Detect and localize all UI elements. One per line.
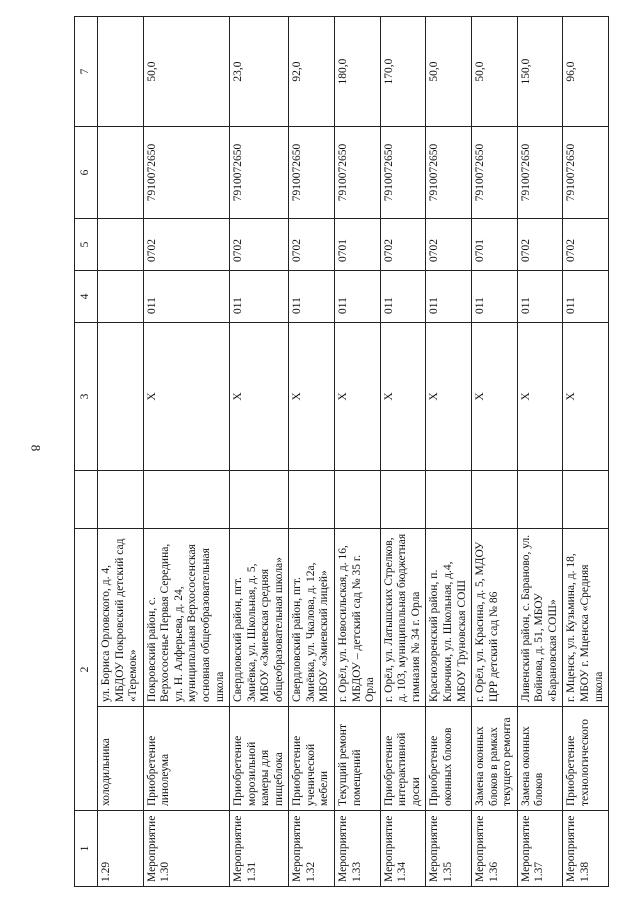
row-name-cell: Приобретение линолеума [143, 707, 229, 811]
row-name-cell: Приобретение морозильной камеры для пищеблока [230, 707, 289, 811]
row-name-cell: Приобретение оконных блоков [426, 707, 472, 811]
row-name-cell: Приобретение технологического [563, 707, 609, 811]
header-col-4: 4 [75, 271, 98, 323]
row-col6-cell: 7910072650 [289, 127, 335, 219]
row-address-cell: г. Орёл, ул. Новосильская, д. 16, МБДОУ – детский сад № 35 г. Орла [335, 529, 381, 707]
row-number-cell: Мероприятие 1.37 [517, 811, 563, 887]
row-col6-cell [98, 127, 144, 219]
page-number: 8 [28, 444, 44, 452]
row-address-cell: г. Мценск, ул. Кузьмина, д. 18, МБОУ г. Мценска «Средняя школа [563, 529, 609, 707]
row-address-cell: г. Орёл, ул. Красина, д. 5, МДОУ ЦРР детский сад № 86 [472, 529, 518, 707]
row-blank-cell [98, 471, 144, 529]
table-row [426, 17, 472, 887]
row-col3-cell: X [517, 323, 563, 471]
row-number-cell: Мероприятие 1.38 [563, 811, 609, 887]
row-col5-cell [98, 219, 144, 271]
row-col4-cell: 011 [563, 271, 609, 323]
table-row [517, 17, 563, 887]
row-col7-cell: 50,0 [143, 17, 229, 127]
header-col-blank [75, 471, 98, 529]
row-blank-cell [472, 471, 518, 529]
header-row [75, 17, 98, 887]
row-col6-cell: 7910072650 [472, 127, 518, 219]
row-col6-cell: 7910072650 [335, 127, 381, 219]
row-name-cell: Текущий ремонт помещений [335, 707, 381, 811]
row-col3-cell: X [472, 323, 518, 471]
row-col5-cell: 0701 [335, 219, 381, 271]
row-col4-cell: 011 [335, 271, 381, 323]
table-row [563, 17, 609, 887]
row-col4-cell: 011 [230, 271, 289, 323]
row-address-cell: г. Орёл, ул. Латышских Стрелков, д. 103, муниципальная бюджетная гимназия № 34 г. Орла [380, 529, 426, 707]
row-name-cell: Замена оконных блоков [517, 707, 563, 811]
row-col7-cell: 170,0 [380, 17, 426, 127]
row-col5-cell: 0702 [563, 219, 609, 271]
row-col7-cell: 23,0 [230, 17, 289, 127]
row-col7-cell: 180,0 [335, 17, 381, 127]
row-col7-cell: 150,0 [517, 17, 563, 127]
row-col5-cell: 0702 [426, 219, 472, 271]
row-col4-cell: 011 [426, 271, 472, 323]
row-col4-cell: 011 [380, 271, 426, 323]
header-col-6: 6 [75, 127, 98, 219]
row-col6-cell: 7910072650 [563, 127, 609, 219]
header-col-5: 5 [75, 219, 98, 271]
table-row [380, 17, 426, 887]
row-blank-cell [380, 471, 426, 529]
row-name-cell: Приобретение ученической мебели [289, 707, 335, 811]
table-row [289, 17, 335, 887]
row-col7-cell [98, 17, 144, 127]
rotated-table-container [74, 17, 609, 887]
row-col4-cell: 011 [517, 271, 563, 323]
row-name-cell: Приобретение интерактивной доски [380, 707, 426, 811]
row-address-cell: Покровский район, с. Верхососенье Первая Середина, ул. Н. Алферьева, д. 24, муниципальная Верхососенская основная общеобразовательная школа [143, 529, 229, 707]
header-col-7: 7 [75, 17, 98, 127]
header-col-2: 2 [75, 529, 98, 811]
row-number-cell: Мероприятие 1.35 [426, 811, 472, 887]
table-row [230, 17, 289, 887]
row-col6-cell: 7910072650 [426, 127, 472, 219]
row-col3-cell: X [289, 323, 335, 471]
row-name-cell: холодильника [98, 707, 144, 811]
row-number-cell: Мероприятие 1.36 [472, 811, 518, 887]
row-col3-cell: X [380, 323, 426, 471]
row-number-cell: Мероприятие 1.32 [289, 811, 335, 887]
table-row [143, 17, 229, 887]
row-number-cell: 1.29 [98, 811, 144, 887]
row-col5-cell: 0702 [143, 219, 229, 271]
row-address-cell: Ливенский район, с. Бараново, ул. Войнова, д. 51, МБОУ «Барановская СОШ» [517, 529, 563, 707]
row-address-cell: Краснозоренский район, п. Ключики, ул. Школьная, д.4, МБОУ Труновская СОШ [426, 529, 472, 707]
row-col5-cell: 0701 [472, 219, 518, 271]
row-blank-cell [230, 471, 289, 529]
row-number-cell: Мероприятие 1.30 [143, 811, 229, 887]
row-blank-cell [335, 471, 381, 529]
row-number-cell: Мероприятие 1.34 [380, 811, 426, 887]
row-col7-cell: 50,0 [426, 17, 472, 127]
row-col3-cell: X [335, 323, 381, 471]
row-col5-cell: 0702 [380, 219, 426, 271]
row-col3-cell: X [563, 323, 609, 471]
row-col4-cell: 011 [472, 271, 518, 323]
row-name-cell: Замена оконных блоков в рамках текущего ремонта [472, 707, 518, 811]
row-number-cell: Мероприятие 1.33 [335, 811, 381, 887]
row-col7-cell: 96,0 [563, 17, 609, 127]
row-col5-cell: 0702 [289, 219, 335, 271]
row-address-cell: Свердловский район, пгт. Змиёвка, ул. Чкалова, д. 12а, МБОУ «Змиевский лицей» [289, 529, 335, 707]
header-col-1: 1 [75, 811, 98, 887]
header-col-3: 3 [75, 323, 98, 471]
row-blank-cell [517, 471, 563, 529]
row-col4-cell: 011 [143, 271, 229, 323]
row-col5-cell: 0702 [517, 219, 563, 271]
row-blank-cell [426, 471, 472, 529]
row-col3-cell: X [426, 323, 472, 471]
row-col6-cell: 7910072650 [230, 127, 289, 219]
row-blank-cell [563, 471, 609, 529]
row-col6-cell: 7910072650 [380, 127, 426, 219]
table-row [335, 17, 381, 887]
row-col4-cell [98, 271, 144, 323]
row-col6-cell: 7910072650 [517, 127, 563, 219]
row-number-cell: Мероприятие 1.31 [230, 811, 289, 887]
row-blank-cell [289, 471, 335, 529]
row-address-cell: Свердловский район, пгт. Змиёвка, ул. Школьная, д. 5, МБОУ «Змиевская средняя общеобразовательная школа» [230, 529, 289, 707]
row-col3-cell [98, 323, 144, 471]
row-blank-cell [143, 471, 229, 529]
row-col7-cell: 92,0 [289, 17, 335, 127]
row-col7-cell: 50,0 [472, 17, 518, 127]
table-row [472, 17, 518, 887]
row-col4-cell: 011 [289, 271, 335, 323]
row-address-cell: ул. Бориса Орловского, д. 4, МБДОУ Покровский детский сад «Теремок» [98, 529, 144, 707]
row-col6-cell: 7910072650 [143, 127, 229, 219]
row-col3-cell: X [230, 323, 289, 471]
budget-table [74, 16, 609, 887]
row-col3-cell: X [143, 323, 229, 471]
table-row [98, 17, 144, 887]
row-col5-cell: 0702 [230, 219, 289, 271]
